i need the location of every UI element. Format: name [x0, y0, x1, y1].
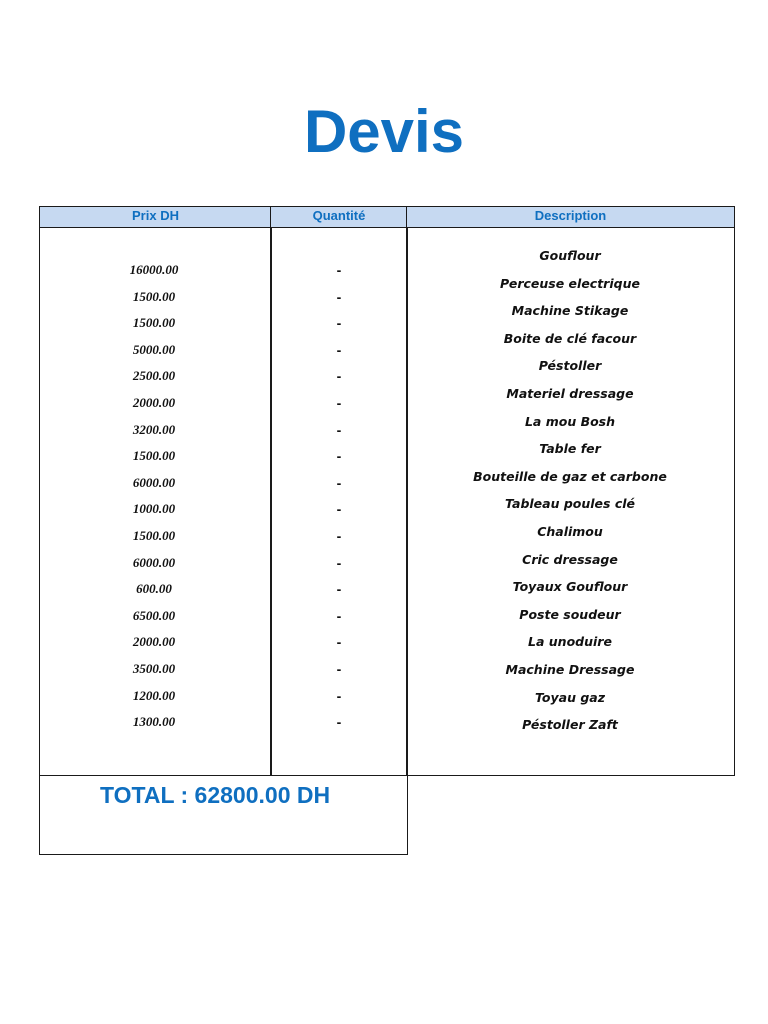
quantity-cell: -	[336, 687, 342, 704]
price-cell: 2000.00	[132, 395, 176, 410]
description-cell: Materiel dressage	[506, 386, 634, 401]
description-cell: Toyau gaz	[535, 689, 605, 705]
quantity-cell: -	[336, 554, 342, 571]
quantity-cell: -	[336, 262, 342, 278]
total-box	[39, 775, 408, 855]
price-cell: 16000.00	[129, 262, 179, 277]
price-cell: 1300.00	[132, 714, 176, 730]
description-cell: Bouteille de gaz et carbone	[473, 468, 667, 484]
description-cell: Gouflour	[539, 248, 601, 263]
total-amount: TOTAL : 62800.00 DH	[100, 782, 331, 808]
description-cell: Machine Stikage	[511, 303, 629, 319]
quantity-cell: -	[336, 501, 342, 518]
document-title: Devis	[303, 98, 465, 165]
price-cell: 1500.00	[132, 448, 176, 464]
description-cell: Cric dressage	[522, 551, 618, 567]
description-cell: Chalimou	[537, 524, 603, 539]
price-cell: 6000.00	[132, 474, 176, 490]
quantity-cell: -	[336, 288, 342, 305]
header-description: Description	[406, 206, 735, 228]
description-cell: La unoduire	[528, 634, 612, 650]
quantity-cell: -	[336, 581, 342, 598]
quantity-cell: -	[336, 448, 342, 465]
price-cell: 1500.00	[132, 528, 176, 543]
price-cell: 3200.00	[132, 421, 176, 437]
price-cell: 1500.00	[132, 288, 176, 304]
price-cell: 2500.00	[132, 368, 176, 384]
description-cell: Toyaux Gouflour	[512, 579, 628, 595]
description-cell: La mou Bosh	[524, 413, 616, 429]
quantity-cell: -	[336, 421, 342, 438]
description-cell: Tableau poules clé	[504, 496, 636, 512]
description-cell: Péstoller	[538, 358, 602, 374]
price-cell: 1200.00	[132, 687, 176, 703]
header-quantity: Quantité	[270, 206, 408, 228]
price-cell: 3500.00	[132, 661, 176, 676]
description-cell: Table fer	[539, 441, 601, 457]
price-cell: 5000.00	[132, 341, 176, 357]
quantity-cell: -	[336, 714, 342, 731]
description-cell: Perceuse electrique	[500, 275, 640, 291]
price-cell: 6000.00	[132, 554, 176, 570]
quantity-cell: -	[336, 315, 342, 332]
price-cell: 600.00	[136, 581, 172, 597]
header-price: Prix DH	[39, 206, 272, 228]
description-cell: Péstoller Zaft	[522, 717, 618, 733]
price-cell: 1500.00	[132, 315, 176, 331]
quantity-cell: -	[336, 474, 342, 491]
quantity-cell: -	[336, 528, 342, 544]
price-cell: 2000.00	[132, 634, 176, 650]
price-cell: 1000.00	[132, 501, 176, 517]
quantity-cell: -	[336, 395, 342, 411]
quantity-cell: -	[336, 607, 342, 624]
quantity-cell: -	[336, 368, 342, 385]
description-cell: Machine Dressage	[505, 662, 635, 677]
description-cell: Poste soudeur	[519, 606, 621, 622]
quantity-cell: -	[336, 341, 342, 358]
quantity-cell: -	[336, 634, 342, 651]
quantity-cell: -	[336, 661, 342, 677]
quote-table	[39, 206, 735, 776]
price-cell: 6500.00	[132, 607, 176, 623]
description-cell: Boite de clé facour	[503, 330, 637, 346]
